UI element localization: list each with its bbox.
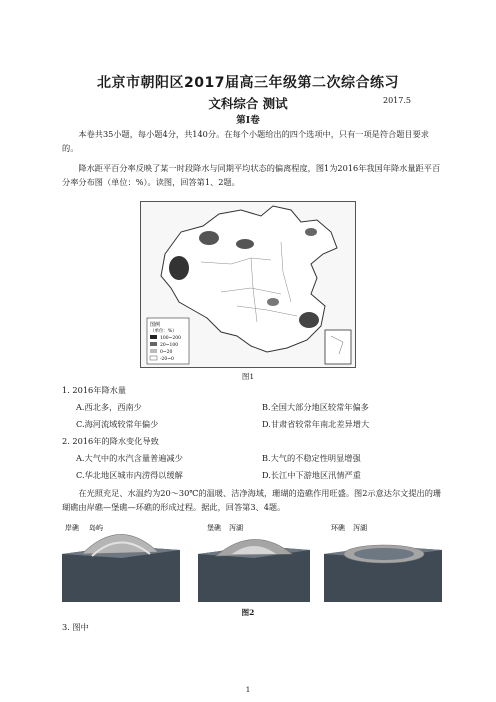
panel-barrier-reef	[198, 522, 310, 602]
panel-fringing-reef	[62, 522, 180, 602]
question-1-option-c: C.海河流域较常年偏少	[76, 419, 159, 429]
figure-1-map	[140, 201, 356, 368]
question-2-option-a: A.大气中的水汽含量普遍减少	[76, 453, 183, 463]
intro-paragraph: 本卷共35小题，每小题4分，共140分。在每个小题给出的四个选项中，只有一项是符合题目要求的。	[62, 129, 429, 153]
figure-1-caption: 图1	[241, 372, 255, 381]
question-2-option-c: C.华北地区城市内涝得以缓解	[76, 470, 183, 480]
question-1-option-b: B.全国大部分地区较常年偏多	[262, 402, 369, 412]
coral-reef-diagram	[62, 520, 442, 604]
question-2-option-d: D.长江中下游地区汛情严重	[262, 470, 361, 480]
legend-item-2: 20~100	[160, 343, 179, 348]
passage-1: 降水距平百分率反映了某一时段降水与同期平均状态的偏离程度，图1为2016年我国年降水量距平百分率分布图（单位：%）。读图，回答第1、2题。	[62, 163, 441, 187]
question-1-option-a: A.西北多，西南少	[76, 402, 142, 412]
label-barrier-reef: 堡礁	[207, 524, 221, 532]
question-2-stem: 2. 2016年的降水变化导致	[62, 436, 159, 446]
label-lagoon-2: 泻湖	[353, 524, 367, 532]
south-china-sea-inset	[325, 330, 351, 364]
exam-date: 2017.5	[383, 96, 411, 105]
label-lagoon-1: 泻湖	[229, 524, 243, 532]
legend-title: 图例	[150, 322, 161, 328]
question-3-stem: 3. 图中	[62, 622, 89, 632]
question-1-stem: 1. 2016年降水量	[62, 385, 127, 395]
label-atoll: 环礁	[331, 524, 345, 532]
anomaly-region-northwest	[199, 231, 219, 245]
anomaly-region-east	[299, 312, 319, 328]
anomaly-region-ne	[305, 228, 317, 236]
legend-item-1: 100~200	[160, 336, 181, 341]
page-number: 1	[245, 685, 251, 694]
page-title: 北京市朝阳区2017届高三年级第二次综合练习	[97, 75, 399, 91]
panel-atoll	[324, 522, 442, 602]
figure-2	[62, 520, 442, 604]
label-fringing-reef: 岸礁	[65, 524, 79, 532]
legend-unit: （单位：%）	[150, 329, 177, 334]
section-heading: 第Ⅰ卷	[236, 115, 260, 126]
legend-item-3: 0~20	[160, 350, 173, 355]
anomaly-region-center	[267, 298, 279, 306]
anomaly-region-north	[236, 239, 254, 249]
figure-2-caption: 图2	[241, 608, 255, 617]
passage-2: 在光照充足、水温约为20～30℃的温暖、洁净海域，珊瑚的造礁作用旺盛。图2示意达尔文提出的珊瑚礁由岸礁—堡礁—环礁的形成过程。据此，回答第3、4题。	[62, 488, 442, 512]
page-subtitle: 文科综合 测试	[208, 96, 288, 111]
label-island: 岛屿	[89, 524, 103, 532]
legend-item-4: -20~0	[160, 357, 174, 362]
anomaly-region-west	[169, 256, 189, 280]
china-precipitation-map	[141, 202, 355, 367]
question-2-option-b: B.大气的不稳定性明显增强	[262, 453, 361, 463]
question-1-option-d: D.甘肃省较常年南北差异增大	[262, 419, 370, 429]
